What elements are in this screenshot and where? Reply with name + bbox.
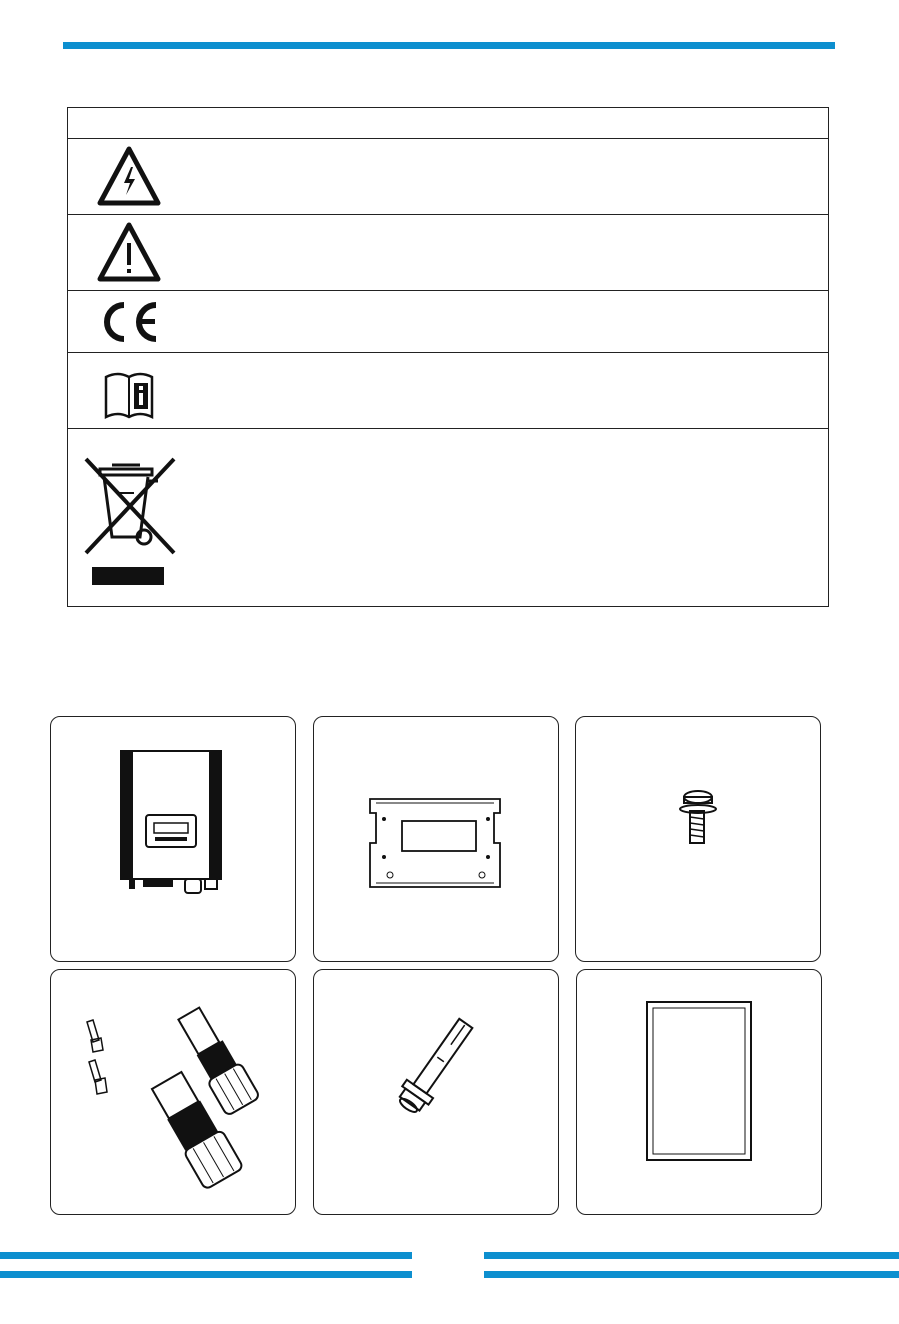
expansion-bolt-icon <box>314 970 560 1216</box>
footer-rule-right-bottom <box>484 1271 899 1278</box>
symbol-row-general-warning <box>68 214 828 290</box>
package-item-expansion-bolt <box>313 969 559 1215</box>
general-warning-icon <box>96 221 162 285</box>
ce-mark-icon <box>96 297 162 347</box>
package-item-dc-connector <box>50 969 296 1215</box>
package-item-screw <box>575 716 821 962</box>
weee-crossed-bin-icon <box>82 457 178 587</box>
wall-bracket-icon <box>314 717 560 963</box>
footer-rule-left-bottom <box>0 1271 412 1278</box>
symbol-row-high-voltage <box>68 138 828 214</box>
inverter-icon <box>51 717 297 963</box>
package-item-inverter <box>50 716 296 962</box>
screw-icon <box>576 717 822 963</box>
high-voltage-warning-icon <box>96 145 162 209</box>
footer-rule-right-top <box>484 1252 899 1259</box>
symbol-row-weee <box>68 428 828 607</box>
dc-connector-icon <box>51 970 297 1216</box>
read-manual-icon <box>96 363 162 423</box>
symbol-row-ce <box>68 290 828 352</box>
package-item-manual <box>576 969 822 1215</box>
symbols-table <box>67 107 829 607</box>
package-item-bracket <box>313 716 559 962</box>
footer-rule-left-top <box>0 1252 412 1259</box>
header-rule <box>63 42 835 49</box>
symbol-row-manual <box>68 352 828 428</box>
manual-document-icon <box>577 970 823 1216</box>
